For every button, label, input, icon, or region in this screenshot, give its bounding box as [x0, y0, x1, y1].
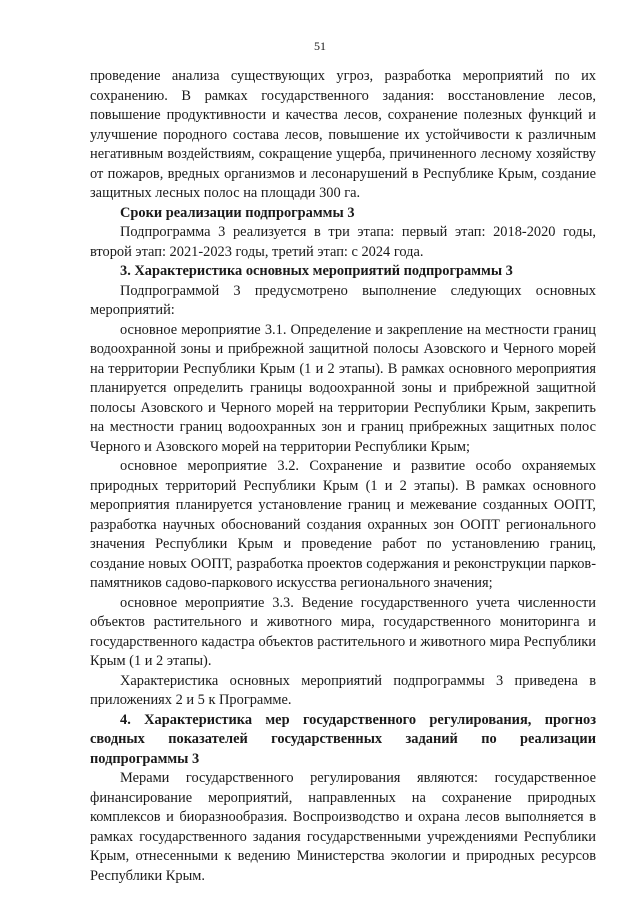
section-heading-4: 4. Характеристика мер государственного регулирования, прогноз сводных показателей государственных заданий по реализации подпрограммы 3	[90, 711, 596, 767]
paragraph-regulation: Мерами государственного регулирования являются: государственное финансирование мероприятий, направленных на сохранение природных комплексов и биоразнообразия. Воспроизводство и охрана лесов выполняется в рамках государственного задания государственными учреждениями Республики Крым, отнесенными к ведению Министерства экологии и природных ресурсов Республики Крым.	[90, 770, 596, 884]
page-number: 51	[314, 39, 326, 53]
paragraph-measure-3-1: основное мероприятие 3.1. Определение и закрепление на местности границ водоохранной зоны и прибрежной защитной полосы Азовского и Черного морей на территории Республики Крым (1 и 2 этапы). В рамках основного мероприятия планируется определить границы водоохранной зоны и прибрежной защитной полосы Азовского и Черного морей на территории Республики Крым, закрепить на местности границ водоохранных зон и границ прибрежных защитных полос Черного и Азовского морей на территории Республики Крым;	[90, 321, 596, 455]
paragraph-appendix-reference: Характеристика основных мероприятий подпрограммы 3 приведена в приложениях 2 и 5 к Программе.	[90, 672, 596, 708]
paragraph-measure-3-3: основное мероприятие 3.3. Ведение государственного учета численности объектов растительного и животного мира, государственного мониторинга и государственного кадастра объектов растительного и животного мира Республики Крым (1 и 2 этапы).	[90, 594, 596, 669]
paragraph-stages: Подпрограмма 3 реализуется в три этапа: первый этап: 2018-2020 годы, второй этап: 2021-2023 годы, третий этап: с 2024 года.	[90, 224, 596, 260]
section-heading-3: 3. Характеристика основных мероприятий подпрограммы 3	[120, 263, 513, 279]
paragraph-continuation: проведение анализа существующих угроз, разработка мероприятий по их сохранению. В рамках государственного задания: восстановление лесов, повышение продуктивности и качества лесов, сохранение полезных функций и улучшение породного состава лесов, повышение их устойчивости к различным негативным воздействиям, сокращение ущерба, причиненного лесному хозяйству от пожаров, вредных организмов и лесонарушений в Республике Крым, создание защитных лесных полос на площади 300 га.	[90, 68, 596, 201]
paragraph-intro: Подпрограммой 3 предусмотрено выполнение следующих основных мероприятий:	[90, 282, 596, 318]
document-body	[90, 67, 596, 886]
section-heading-timeline: Сроки реализации подпрограммы 3	[120, 204, 355, 221]
paragraph-measure-3-2: основное мероприятие 3.2. Сохранение и развитие особо охраняемых природных территорий Республики Крым (1 и 2 этапы). В рамках основного мероприятия планируется установление границ и межевание созданных ООПТ, разработка научных обоснований создания охранных зон ООПТ регионального значения Республики Крым и проведение работ по установлению границ, создание новых ООПТ, разработка проектов содержания и реконструкции парков-памятников садово-паркового искусства регионального значения;	[90, 458, 596, 591]
